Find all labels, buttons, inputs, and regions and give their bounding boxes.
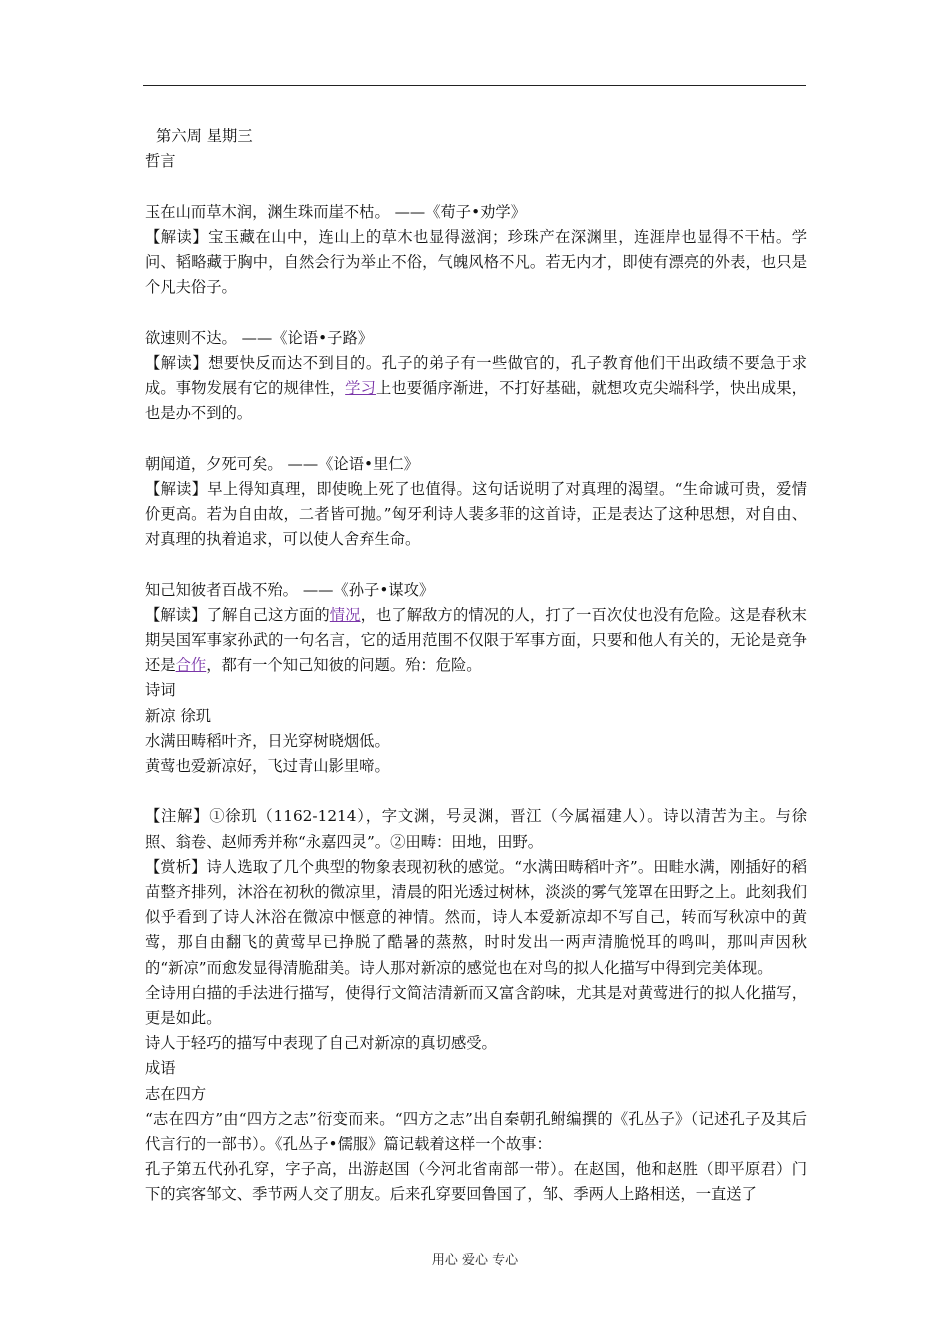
poem-appreciation: 【赏析】诗人选取了几个典型的物象表现初秋的感觉。“水满田畴稻叶齐”。田畦水满，刚插好的稻苗整齐排列，沐浴在初秋的微凉里，清晨的阳光透过树林，淡淡的雾气笼罩在田野之上。此刻我们似乎看到了诗人沐浴在微凉中惬意的神情。然而，诗人本爱新凉却不写自己，转而写秋凉中的黄莺，那自由翻飞的黄莺早已挣脱了酷暑的蒸熬，时时发出一两声清脆悦耳的鸣叫，那叫声因秋的“新凉”而愈发显得清脆甜美。诗人那对新凉的感觉也在对鸟的拟人化描写中得到完美体现。	[145, 857, 807, 977]
situation-link[interactable]: 情况	[329, 605, 361, 624]
poem-line: 黄莺也爱新凉好，飞过青山影里啼。	[145, 757, 390, 776]
cooperation-link[interactable]: 合作	[175, 656, 207, 675]
maxim-quote: 朝闻道，夕死可矣。 ——《论语•里仁》	[145, 454, 419, 473]
idiom-paragraph: 孔子第五代孙孔穿，字子高，出游赵国（今河北省南部一带）。在赵国，他和赵胜（即平原君）门下的宾客邹文、季节两人交了朋友。后来孔穿要回鲁国了，邹、季两人上路相送，一直送了	[145, 1160, 807, 1204]
maxim-quote: 玉在山而草木润，渊生珠而崖不枯。 ——《荀子•劝学》	[145, 202, 527, 221]
poem-title: 新凉 徐玑	[145, 706, 212, 725]
poem-line: 水满田畴稻叶齐，日光穿树晓烟低。	[145, 731, 390, 750]
section-heading-poetry: 诗词	[145, 681, 176, 700]
poem-paragraph: 诗人于轻巧的描写中表现了自己对新凉的真切感受。	[145, 1034, 497, 1053]
maxim-quote: 知己知彼者百战不殆。 ——《孙子•谋攻》	[145, 580, 435, 599]
maxim-note: 【解读】早上得知真理，即使晚上死了也值得。这句话说明了对真理的渴望。“生命诚可贵，爱情价更高。若为自由故，二者皆可抛。”匈牙利诗人裴多菲的这首诗，正是表达了这种思想，对自由、对真理的执着追求，可以使人舍弃生命。	[145, 479, 807, 549]
header-rule	[143, 85, 806, 86]
maxim-quote: 欲速则不达。 ——《论语•子路》	[145, 328, 374, 347]
maxim-note: 【解读】想要快反而达不到目的。孔子的弟子有一些做官的，孔子教育他们干出政绩不要急于求成。事物发展有它的规律性，学习上也要循序渐进，不打好基础，就想攻克尖端科学，快出成果，也是办不到的。	[145, 353, 807, 423]
page-footer: 用心 爱心 专心	[431, 1253, 519, 1268]
page-title: 第六周 星期三	[156, 127, 253, 145]
section-heading-maxims: 哲言	[145, 152, 176, 171]
section-heading-idioms: 成语	[145, 1059, 176, 1078]
poem-annotation: 【注解】①徐玑（1162-1214），字文渊，号灵渊，晋江（今属福建人）。诗以清苦为主。与徐照、翁卷、赵师秀并称“永嘉四灵”。②田畴：田地，田野。	[145, 807, 807, 851]
idiom-title: 志在四方	[145, 1084, 207, 1103]
document-body	[145, 124, 807, 1208]
maxim-note: 【解读】宝玉藏在山中，连山上的草木也显得滋润；珍珠产在深渊里，连涯岸也显得不干枯。学问、韬略藏于胸中，自然会行为举止不俗，气魄风格不凡。若无内才，即使有漂亮的外表，也只是个凡夫俗子。	[145, 227, 807, 297]
study-link[interactable]: 学习	[345, 379, 376, 397]
poem-paragraph: 全诗用白描的手法进行描写，使得行文简洁清新而又富含韵味，尤其是对黄莺进行的拟人化描写，更是如此。	[145, 983, 807, 1028]
maxim-note: 【解读】了解自己这方面的情况，也了解敌方的情况的人，打了一百次仗也没有危险。这是春秋末期吴国军事家孙武的一句名言，它的适用范围不仅限于军事方面，只要和他人有关的，无论是竞争还是合作，都有一个知己知彼的问题。殆：危险。	[145, 605, 807, 675]
idiom-paragraph: “志在四方”由“四方之志”衍变而来。“四方之志”出自秦朝孔鲋编撰的《孔丛子》（记述孔子及其后代言行的一部书）。《孔丛子•儒服》篇记载着这样一个故事：	[145, 1109, 807, 1154]
